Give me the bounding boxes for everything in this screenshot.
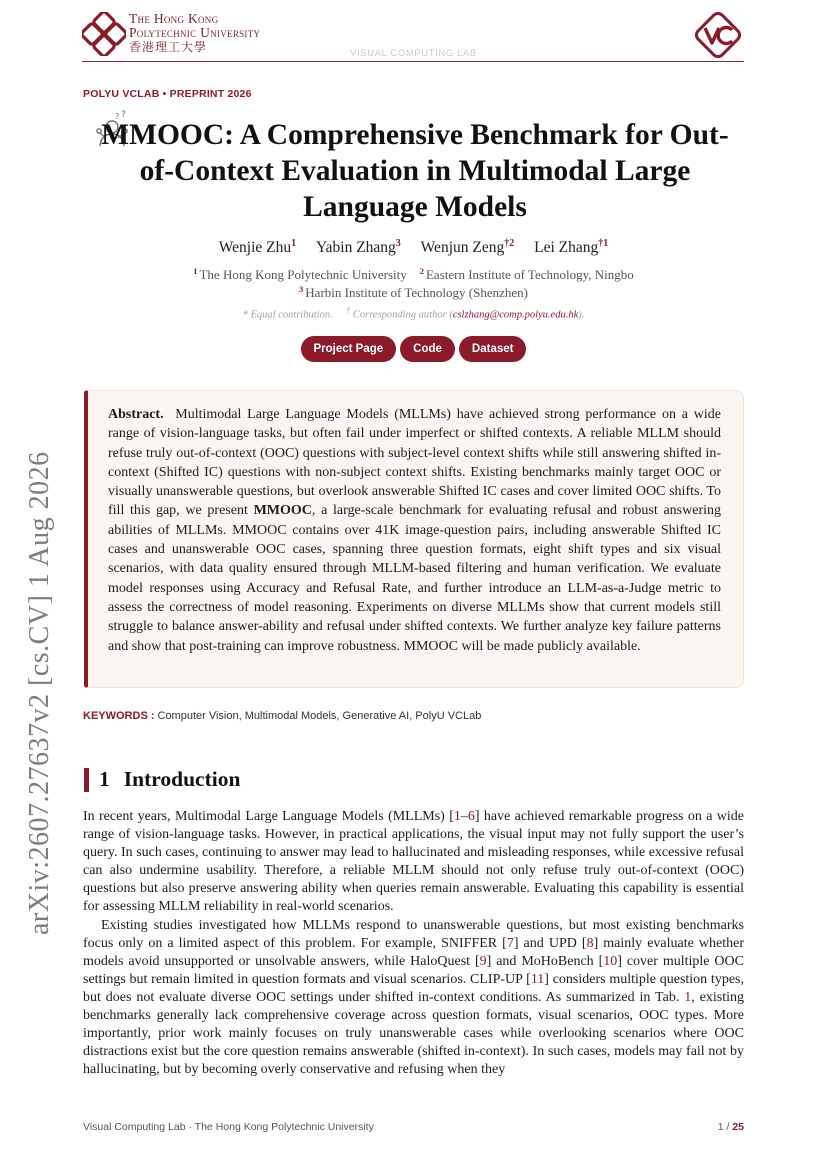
- footer-lab: Visual Computing Lab · The Hong Kong Polytechnic University: [83, 1121, 374, 1133]
- citation-link[interactable]: 7: [506, 935, 514, 951]
- code-button[interactable]: Code: [400, 336, 455, 362]
- tagline-preprint: PREPRINT 2026: [169, 88, 252, 100]
- project-page-button[interactable]: Project Page: [301, 336, 397, 362]
- text-run: , existing benchmarks generally lack comprehensive coverage across question formats, visual scenarios, OOC types. More importantly, prior work mainly focuses on truly unanswerable cases while overlooking scenarios where OOC distractions exist but the core question remains answerable (shifted in-context). In such cases, models may fail not by hallucinating, but by becoming overly conservative and refusing when they: [83, 989, 744, 1078]
- university-name-en-2: Polytechnic University: [129, 25, 261, 40]
- link-buttons: [0, 336, 827, 362]
- university-name-en-1: The Hong Kong: [129, 11, 219, 26]
- affiliation-name: The Hong Kong Polytechnic University: [199, 267, 407, 282]
- page-number: [718, 1121, 744, 1133]
- section-number: 1: [99, 767, 110, 791]
- section-heading: [99, 767, 240, 792]
- author: [534, 239, 608, 256]
- corresponding-note: Corresponding author (: [352, 309, 453, 321]
- author-name: Wenjie Zhu: [218, 239, 292, 256]
- text-run: ] and MoHoBench [: [486, 953, 604, 969]
- section-title: Introduction: [123, 767, 241, 791]
- text-run: In recent years, Multimodal Large Language Models (MLLMs) [: [83, 809, 454, 824]
- arxiv-identifier: arXiv:2607.27637v2 [cs.CV] 1 Aug 2026: [24, 451, 55, 935]
- affiliation-mark: 3: [299, 284, 304, 294]
- tagline: [83, 88, 252, 100]
- affiliation-name: Eastern Institute of Technology, Ningbo: [425, 267, 634, 282]
- author-affiliation-mark: 3: [395, 238, 401, 249]
- abstract-label: Abstract.: [108, 407, 164, 422]
- author: [316, 239, 401, 256]
- tagline-separator: •: [162, 88, 167, 100]
- author-name: Lei Zhang: [534, 239, 599, 256]
- affiliation-line: [0, 266, 827, 283]
- paper-title: MMOOC: A Comprehensive Benchmark for Out-of-Context Evaluation in Multimodal Large Language Models: [101, 119, 729, 223]
- affiliation-name: Harbin Institute of Technology (Shenzhen): [305, 285, 528, 300]
- author-affiliation-mark: †2: [504, 238, 515, 249]
- author-name: Wenjun Zeng: [420, 239, 505, 256]
- text-run: –: [460, 809, 468, 824]
- author-affiliation-mark: 1: [291, 238, 297, 249]
- benchmark-name: MMOOC: [253, 503, 312, 519]
- corresponding-email-link[interactable]: cslzhang@comp.polyu.edu.hk: [452, 309, 579, 321]
- table-ref-link[interactable]: 1: [684, 989, 692, 1005]
- introduction-body: [83, 808, 744, 1079]
- corresponding-mark: †: [345, 305, 351, 315]
- svg-text:?: ?: [121, 110, 126, 120]
- author: [421, 239, 515, 256]
- corresponding-note-end: ).: [578, 309, 585, 321]
- citation-link[interactable]: 10: [603, 953, 618, 969]
- citation-link[interactable]: 6: [467, 809, 475, 824]
- paragraph: [83, 808, 744, 917]
- author-affiliation-mark: †1: [598, 238, 609, 249]
- header-rule: [82, 61, 744, 62]
- current-page: 1: [717, 1121, 724, 1133]
- abstract-text: [108, 405, 721, 656]
- author-list: [0, 238, 827, 257]
- vc-lab-logo-icon: [692, 9, 744, 61]
- tagline-lab: POLYU VCLAB: [83, 88, 160, 100]
- abstract-body-b: , a large-scale benchmark for evaluating refusal and robust answering abilities of MLLMs. MMOOC contains over 41K image-question pairs, including answerable Shifted IC cases and unanswerable OOC cases, spanning three question formats, eight shift types and six visual scenarios, with data quality ensured through MLLM-based filtering and human verification. We evaluate model responses using Accuracy and Refusal Rate, and further introduce an LLM-as-a-Judge metric to assess the correctness of model reasoning. Experiments on diverse MLLMs show that current models still struggle to balance answer-ability and refusal under shifted contexts. We further analyze key failure patterns and show that post-training can improve robustness. MMOOC will be made publicly available.: [108, 503, 722, 654]
- citation-link[interactable]: 1: [453, 809, 461, 824]
- citation-link[interactable]: 8: [586, 935, 594, 951]
- svg-text:?: ?: [115, 112, 120, 121]
- text-run: ] considers multiple question types, but does not evaluate diverse OOC settings under shifted in-context conditions. As summarized in Tab.: [83, 971, 744, 1005]
- text-run: ] have achieved remarkable progress on a wide range of vision-language tasks. However, in practical applications, the visual input may not fully support the user’s query. In such cases, continuing to answer may lead to hallucinated and misleading responses, while excessive refusal can also undermine usability. Therefore, a reliable MLLM should not only refuse truly out-of-context (OOC) questions but also preserve answering ability when queries remain answerable. Evaluating this capability is essential for assessing MLLM reliability in real-world scenarios.: [83, 809, 744, 915]
- dataset-button[interactable]: Dataset: [459, 336, 527, 362]
- affiliation-mark: 2: [419, 266, 424, 276]
- lab-name: VISUAL COMPUTING LAB: [350, 48, 477, 59]
- affiliation-line: [0, 284, 827, 301]
- author-name: Yabin Zhang: [315, 239, 396, 256]
- abstract-box: [84, 390, 744, 688]
- abstract-body-a: Multimodal Large Language Models (MLLMs) have achieved strong performance on a wide range of vision-language tasks, but often fail under imperfect or shifted contexts. A reliable MLLM should refuse truly out-of-context (OOC) questions with subject-level context shifts while still answering shifted in-context (Shifted IC) questions with non-subject context shifts. Existing benchmarks mainly target OOC or visually unanswerable questions, but overlook answerable Shifted IC cases and cover limited OOC shifts. To fill this gap, we present: [108, 407, 722, 519]
- keywords: [83, 710, 481, 722]
- paragraph: [83, 917, 744, 1080]
- keywords-label: KEYWORDS :: [83, 710, 155, 722]
- section-marker: [84, 768, 89, 792]
- author-notes: [0, 305, 827, 321]
- text-run: ] mainly evaluate whether models avoid unsupported or unsolvable answers, while HaloQuest [: [83, 935, 744, 969]
- author: [219, 239, 296, 256]
- university-name-zh: 香港理工大學: [129, 40, 208, 54]
- citation-link[interactable]: 11: [530, 971, 545, 987]
- keywords-text: Computer Vision, Multimodal Models, Generative AI, PolyU VCLab: [157, 710, 482, 722]
- equal-contribution-note: * Equal contribution.: [242, 309, 333, 321]
- citation-link[interactable]: 9: [479, 953, 487, 969]
- affiliation-mark: 1: [193, 266, 198, 276]
- total-pages: 25: [732, 1121, 744, 1133]
- text-run: Existing studies investigated how MLLMs respond to unanswerable questions, but most existing benchmarks focus only on a limited aspect of this problem. For example, SNIFFER [: [83, 917, 744, 951]
- text-run: ] and UPD [: [513, 935, 587, 951]
- page-separator: /: [723, 1121, 733, 1133]
- text-run: ] cover multiple OOC settings but remain limited in question formats and visual scenarios. CLIP-UP [: [83, 953, 744, 987]
